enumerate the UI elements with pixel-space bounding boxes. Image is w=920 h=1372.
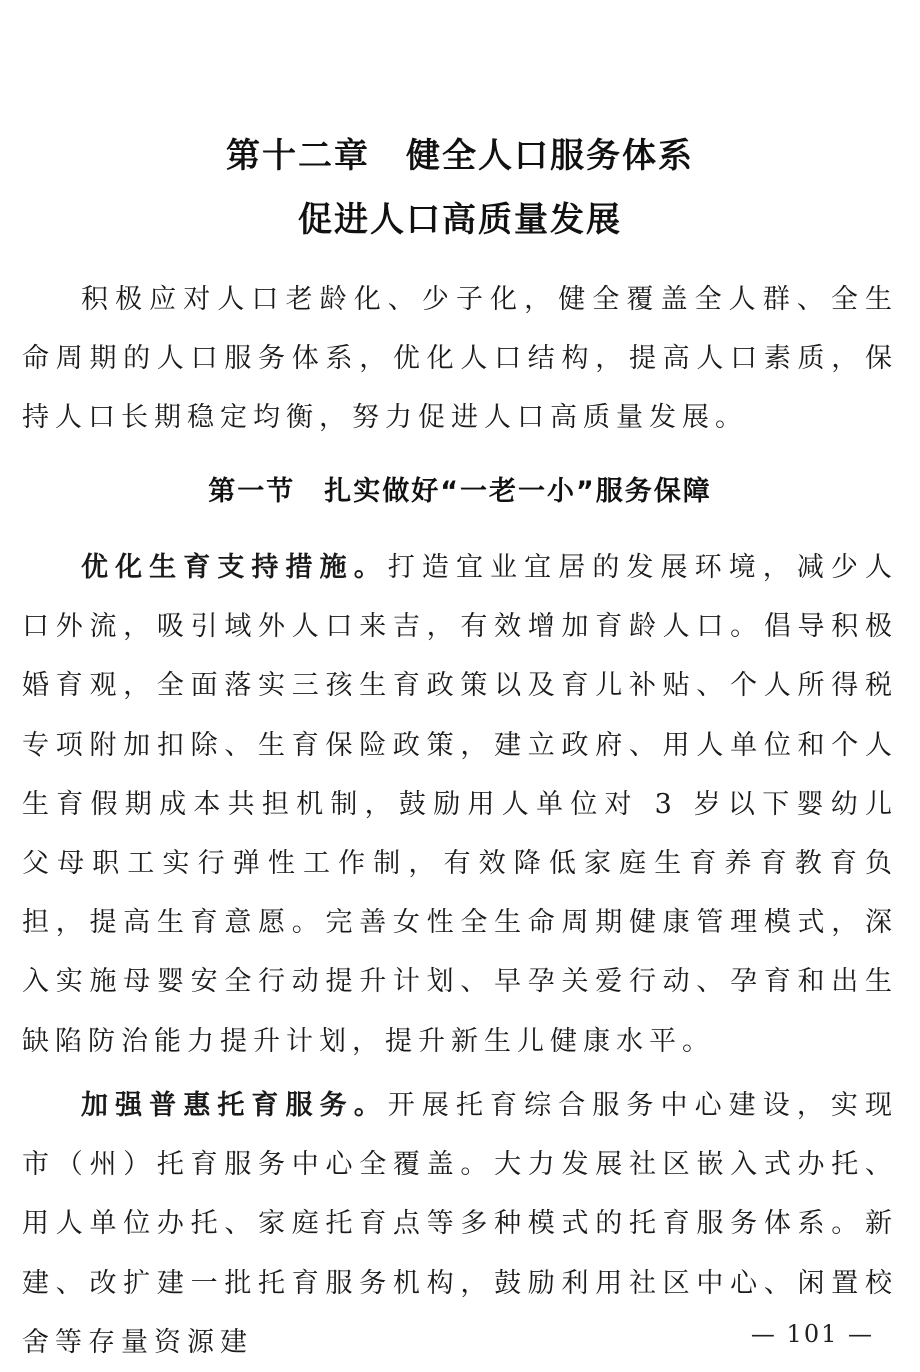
paragraph-lead: 优化生育支持措施。 [81,552,388,583]
section-title: 第一节 扎实做好“一老一小”服务保障 [208,476,712,507]
paragraph-text: 打造宜业宜居的发展环境，减少人口外流，吸引域外人口来吉，有效增加育龄人口。倡导积极婚育观，全面落实三孩生育政策以及育儿补贴、个人所得税专项附加扣除、生育保险政策，建立政府、用人单位和个人生育假期成本共担机制，鼓励用人单位对 3 岁以下婴幼儿父母职工实行弹性工作制，有效降低家庭生育养育教育负担，提高生育意愿。完善女性全生命周期健康管理模式，深入实施母婴安全行动提升计划、早孕关爱行动、孕育和出生缺陷防治能力提升计划，提升新生儿健康水平。 [22,552,899,1057]
body-paragraph [22,538,898,1071]
paragraph-text: 开展托育综合服务中心建设，实现市（州）托育服务中心全覆盖。大力发展社区嵌入式办托、用人单位办托、家庭托育点等多种模式的托育服务体系。新建、改扩建一批托育服务机构，鼓励利用社区中心、闲置校舍等存量资源建 [22,1090,899,1358]
chapter-intro-paragraph: 积极应对人口老龄化、少子化，健全覆盖全人群、全生命周期的人口服务体系，优化人口结构，提高人口素质，保持人口长期稳定均衡，努力促进人口高质量发展。 [22,284,898,434]
chapter-title-line1: 第十二章 健全人口服务体系 [226,136,694,176]
page-number: — 101 — [750,1320,874,1348]
chapter-title-line2: 促进人口高质量发展 [298,200,622,240]
paragraph-lead: 加强普惠托育服务。 [81,1090,388,1121]
